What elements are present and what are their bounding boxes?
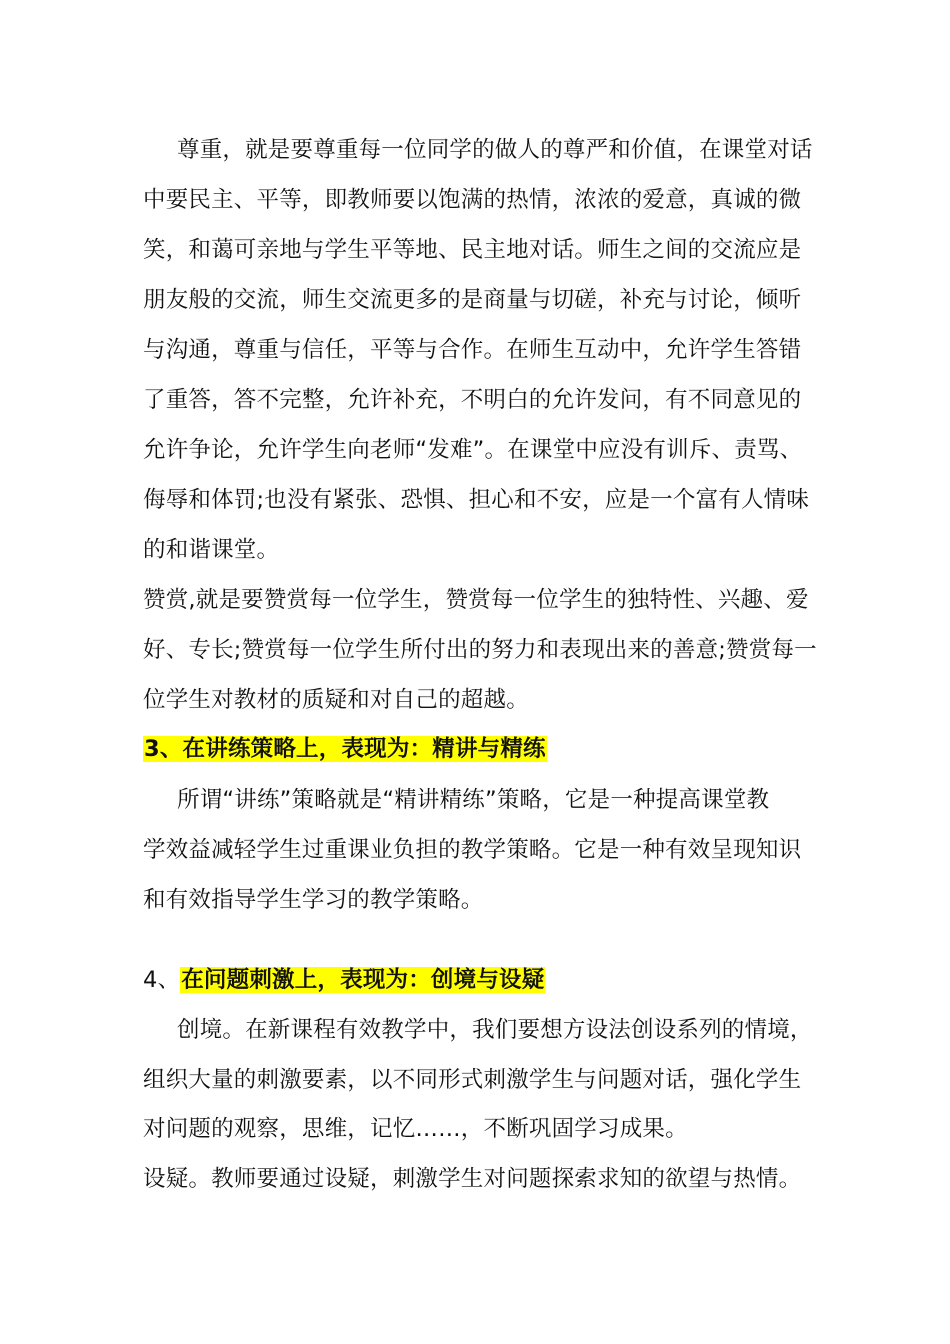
section-4-heading-number: 4、 <box>143 967 181 993</box>
respect-line-9: 的和谐课堂。 <box>143 537 280 563</box>
praise-line-2: 好、专长;赞赏每一位学生所付出的努力和表现出来的善意;赞赏每一 <box>143 637 817 663</box>
question-line-1: 设疑。教师要通过设疑，刺激学生对问题探索求知的欲望与热情。 <box>143 1166 802 1192</box>
lecture-line-1: 所谓“讲练”策略就是“精讲精练”策略，它是一种提高课堂教 <box>177 787 770 813</box>
respect-line-1: 尊重，就是要尊重每一位同学的做人的尊严和价值，在课堂对话 <box>177 137 813 163</box>
lecture-line-2: 学效益减轻学生过重课业负担的教学策略。它是一种有效呈现知识 <box>143 837 802 863</box>
context-line-2: 组织大量的刺激要素，以不同形式刺激学生与问题对话，强化学生 <box>143 1067 802 1093</box>
praise-line-3: 位学生对教材的质疑和对自己的超越。 <box>143 687 529 713</box>
praise-line-1: 赞赏,就是要赞赏每一位学生，赞赏每一位学生的独特性、兴趣、爱 <box>143 587 809 613</box>
section-4-heading <box>143 965 545 995</box>
context-line-1: 创境。在新课程有效教学中，我们要想方设法创设系列的情境， <box>177 1017 813 1043</box>
section-3-heading <box>143 734 547 764</box>
respect-line-3: 笑，和蔼可亲地与学生平等地、民主地对话。师生之间的交流应是 <box>143 237 802 263</box>
context-line-3: 对问题的观察，思维，记忆……，不断巩固学习成果。 <box>143 1116 688 1142</box>
section-3-heading-text: 3、在讲练策略上，表现为：精讲与精练 <box>144 736 546 762</box>
lecture-line-3: 和有效指导学生学习的教学策略。 <box>143 887 484 913</box>
respect-line-8: 侮辱和体罚;也没有紧张、恐惧、担心和不安，应是一个富有人情味 <box>143 487 810 513</box>
section-4-heading-text: 在问题刺激上，表现为：创境与设疑 <box>181 967 545 993</box>
respect-line-7: 允许争论，允许学生向老师“发难”。在课堂中应没有训斥、责骂、 <box>143 437 803 463</box>
respect-line-2: 中要民主、平等，即教师要以饱满的热情，浓浓的爱意，真诚的微 <box>143 187 802 213</box>
respect-line-6: 了重答，答不完整，允许补充，不明白的允许发问，有不同意见的 <box>143 387 802 413</box>
respect-line-5: 与沟通，尊重与信任，平等与合作。在师生互动中，允许学生答错 <box>143 337 802 363</box>
respect-line-4: 朋友般的交流，师生交流更多的是商量与切磋，补充与讨论，倾听 <box>143 287 802 313</box>
